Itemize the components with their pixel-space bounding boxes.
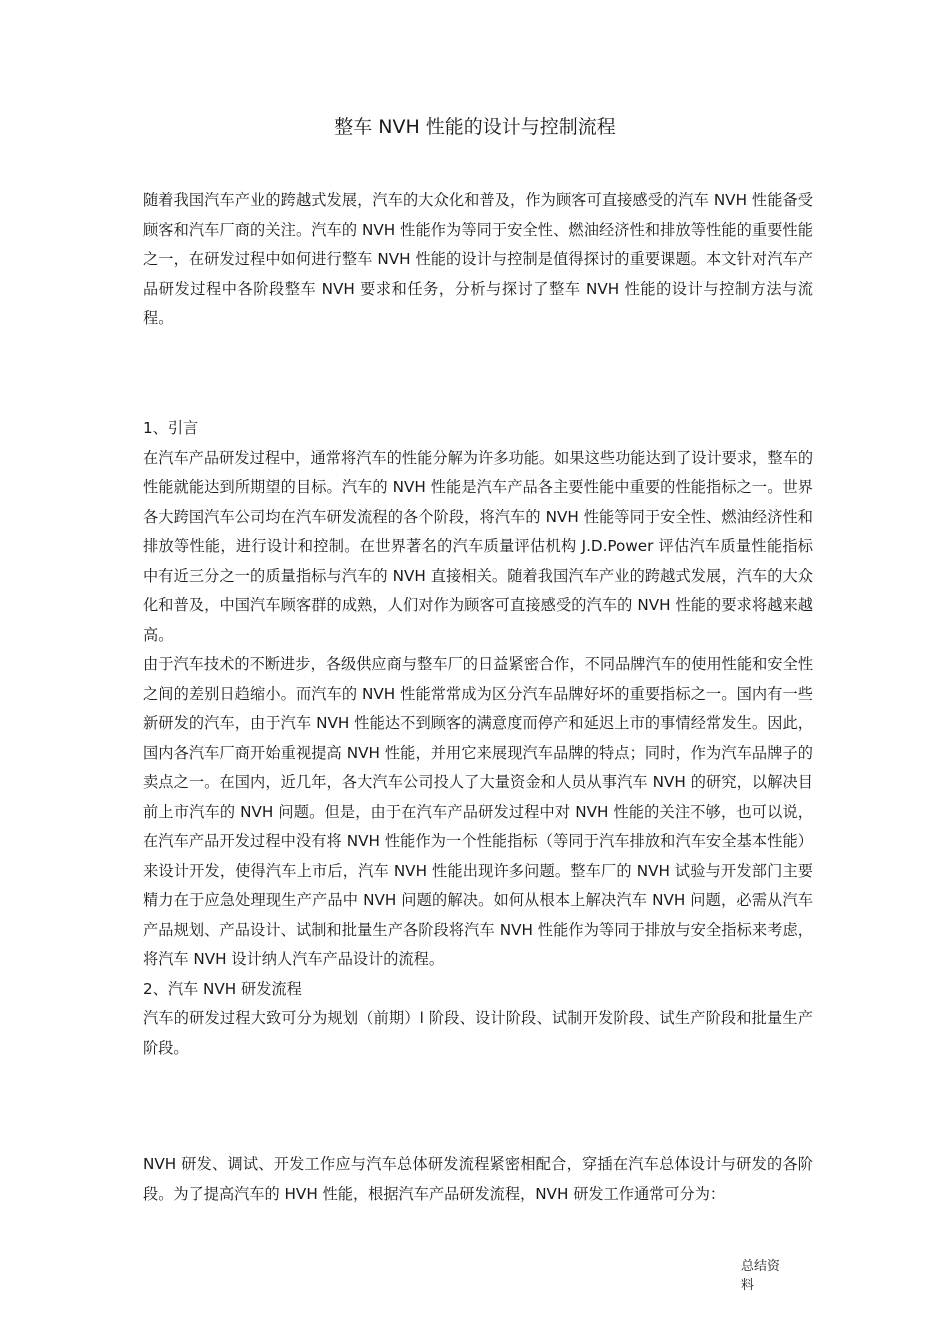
section-2-heading: 2、汽车 NVH 研发流程 [143,979,302,998]
main-body [143,414,813,1063]
section-1-paragraph-2: 由于汽车技术的不断进步，各级供应商与整车厂的日益紧密合作，不同品牌汽车的使用性能和安全性之间的差别日趋缩小。而汽车的 NVH 性能常常成为区分汽车品牌好坏的重要指标之一。国内有一些新研发的汽车，由于汽车 NVH 性能达不到顾客的满意度而停产和延迟上市的事情经常发生。因此，国内各汽车厂商开始重视提高 NVH 性能，并用它来展现汽车品牌的特点；同时，作为汽车品牌子的卖点之一。在国内，近几年，各大汽车公司投人了大量资金和人员从事汽车 NVH 的研究，以解决目前上市汽车的 NVH 问题。但是，由于在汽车产品研发过程中对 NVH 性能的关注不够，也可以说，在汽车产品开发过程中没有将 NVH 性能作为一个性能指标（等同于汽车排放和汽车安全基本性能）来设计开发，使得汽车上市后，汽车 NVH 性能出现许多问题。整车厂的 NVH 试验与开发部门主要精力在于应急处理现生产产品中 NVH 问题的解决。如何从根本上解决汽车 NVH 问题，必需从汽车产品规划、产品设计、试制和批量生产各阶段将汽车 NVH 性能作为等同于排放与安全指标来考虑，将汽车 NVH 设计纳人汽车产品设计的流程。 [143,655,813,968]
section-2-paragraph-2: NVH 研发、调试、开发工作应与汽车总体研发流程紧密相配合，穿插在汽车总体设计与研发的各阶段。为了提高汽车的 HVH 性能，根据汽车产品研发流程，NVH 研发工作通常可分为： [143,1155,813,1203]
abstract-paragraph: 随着我国汽车产业的跨越式发展，汽车的大众化和普及，作为顾客可直接感受的汽车 NVH 性能备受顾客和汽车厂商的关注。汽车的 NVH 性能作为等同于安全性、燃油经济性和排放等性能的重要性能之一，在研发过程中如何进行整车 NVH 性能的设计与控制是值得探讨的重要课题。本文针对汽车产品研发过程中各阶段整车 NVH 要求和任务，分析与探讨了整车 NVH 性能的设计与控制方法与流程。 [143,191,813,327]
section-1-paragraph-1: 在汽车产品研发过程中，通常将汽车的性能分解为许多功能。如果这些功能达到了设计要求，整车的性能就能达到所期望的目标。汽车的 NVH 性能是汽车产品各主要性能中重要的性能指标之一。世界各大跨国汽车公司均在汽车研发流程的各个阶段，将汽车的 NVH 性能等同于安全性、燃油经济性和排放等性能，进行设计和控制。在世界著名的汽车质量评估机构 J.D.Power 评估汽车质量性能指标中有近三分之一的质量指标与汽车的 NVH 直接相关。随着我国汽车产业的跨越式发展，汽车的大众化和普及，中国汽车顾客群的成熟，人们对作为顾客可直接感受的汽车的 NVH 性能的要求将越来越高。 [143,448,813,644]
section-1-heading: 1、引言 [143,419,199,437]
document-title: 整车 NVH 性能的设计与控制流程 [334,116,616,138]
footer-note: 总结资料 [741,1259,781,1293]
section-2-paragraph-1: 汽车的研发过程大致可分为规划（前期）l 阶段、设计阶段、试制开发阶段、试生产阶段和批量生产阶段。 [143,1009,813,1057]
